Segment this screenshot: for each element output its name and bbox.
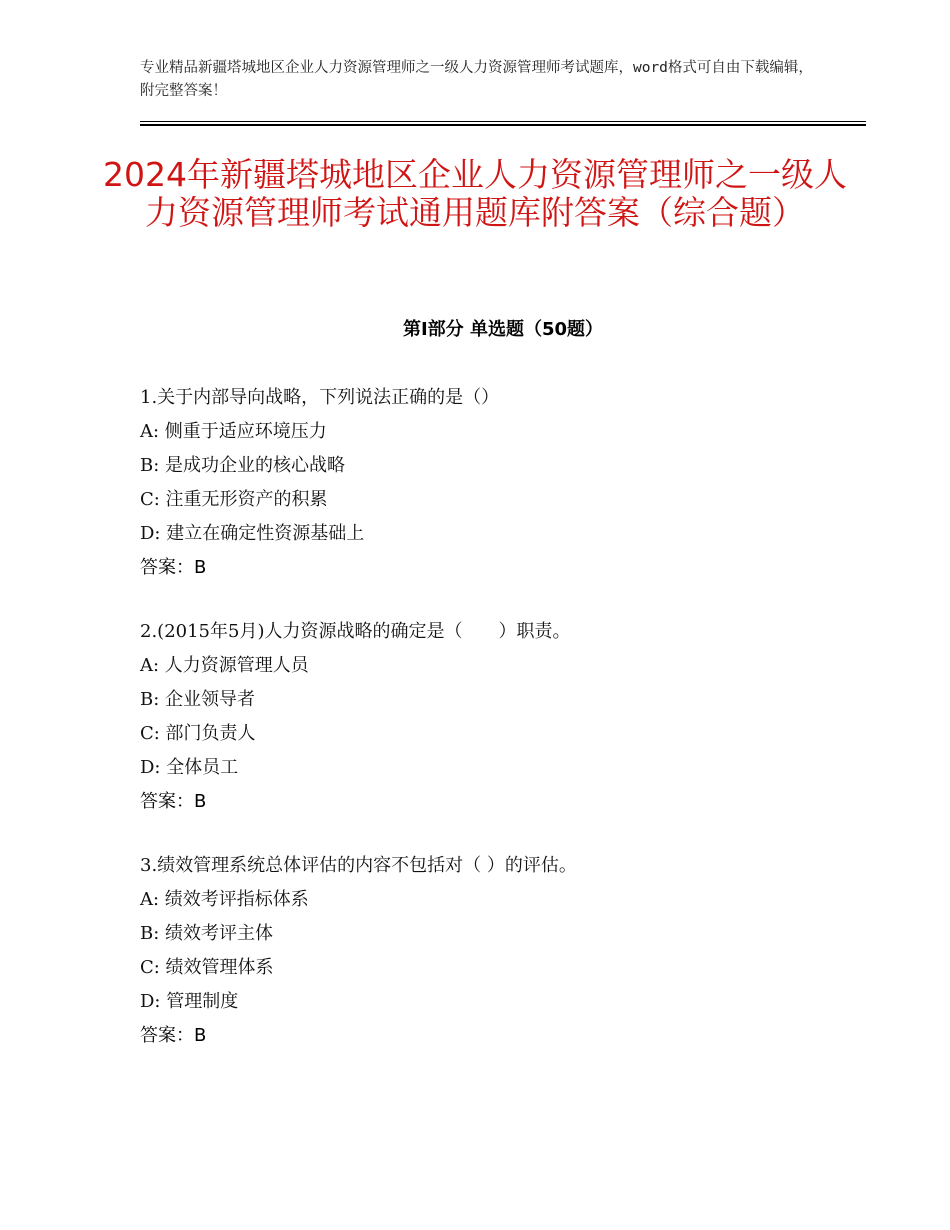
- answer-line: 答案：B: [140, 791, 207, 812]
- option-a: A: 人力资源管理人员: [140, 655, 309, 676]
- option-b: B: 绩效考评主体: [140, 923, 274, 944]
- question-2: [140, 615, 866, 819]
- question-stem: 1.关于内部导向战略，下列说法正确的是（）: [140, 387, 500, 408]
- question-stem: 2.(2015年5月)人力资源战略的确定是（ ）职责。: [140, 621, 571, 642]
- option-a: A: 侧重于适应环境压力: [140, 421, 327, 442]
- option-d: D: 管理制度: [140, 991, 239, 1012]
- option-c: C: 部门负责人: [140, 723, 256, 744]
- question-3: [140, 849, 866, 1053]
- option-b: B: 是成功企业的核心战略: [140, 455, 346, 476]
- header-rule-thin: [140, 121, 866, 122]
- section-heading: 第I部分 单选题（50题）: [402, 319, 603, 340]
- header-note: 专业精品新疆塔城地区企业人力资源管理师之一级人力资源管理师考试题库，word格式可自由下载编辑，附完整答案！: [140, 60, 813, 99]
- option-c: C: 绩效管理体系: [140, 957, 274, 978]
- option-b: B: 企业领导者: [140, 689, 256, 710]
- answer-line: 答案：B: [140, 557, 207, 578]
- option-d: D: 建立在确定性资源基础上: [140, 523, 365, 544]
- option-c: C: 注重无形资产的积累: [140, 489, 328, 510]
- question-stem: 3.绩效管理系统总体评估的内容不包括对（ ）的评估。: [140, 855, 577, 876]
- header-rule-thick: [140, 124, 866, 126]
- option-d: D: 全体员工: [140, 757, 239, 778]
- option-a: A: 绩效考评指标体系: [140, 889, 309, 910]
- answer-line: 答案：B: [140, 1025, 207, 1046]
- document-title: 2024年新疆塔城地区企业人力资源管理师之一级人力资源管理师考试通用题库附答案（综合题）: [103, 155, 847, 232]
- question-1: [140, 381, 866, 585]
- question-list: [140, 381, 866, 1083]
